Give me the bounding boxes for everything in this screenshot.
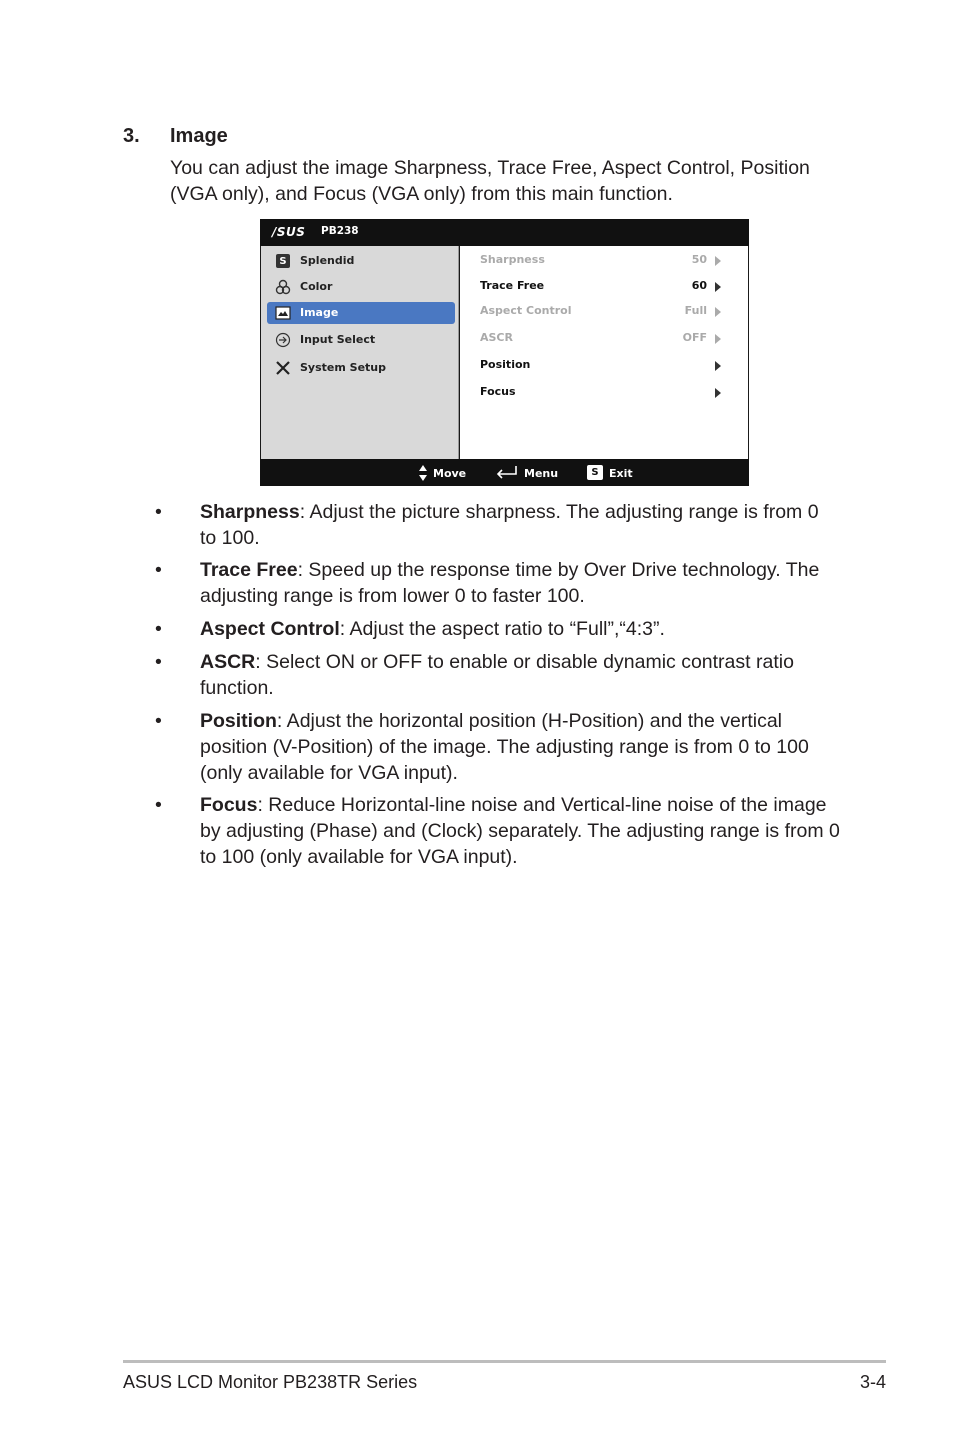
option-aspect-control[interactable]	[480, 304, 735, 322]
osd-footer	[260, 459, 749, 486]
osd-screenshot	[260, 219, 749, 486]
bullet-term: Sharpness	[200, 501, 300, 523]
osd-main-menu	[261, 246, 459, 459]
option-value: OFF	[682, 331, 707, 344]
menu-item-image[interactable]	[267, 302, 455, 324]
osd-model-name: PB238	[321, 225, 359, 237]
arrow-right-icon	[715, 334, 721, 344]
splendid-s-icon: S	[275, 253, 291, 269]
menu-item-splendid[interactable]	[267, 250, 455, 272]
option-position[interactable]	[480, 358, 735, 376]
menu-item-label: Image	[300, 306, 339, 319]
option-label: Position	[480, 358, 531, 371]
color-icon	[275, 279, 291, 295]
option-label: Focus	[480, 385, 516, 398]
arrow-right-icon	[715, 282, 721, 292]
bullet-term: Aspect Control	[200, 618, 340, 640]
option-focus[interactable]	[480, 385, 735, 403]
arrow-right-icon	[715, 388, 721, 398]
menu-item-label: Input Select	[300, 333, 376, 346]
osd-submenu	[460, 246, 748, 459]
bullet-icon: •	[155, 501, 162, 523]
menu-item-label: Color	[300, 280, 333, 293]
option-value: Full	[684, 304, 707, 317]
bullet-icon: •	[155, 651, 162, 673]
bullet-term: ASCR	[200, 651, 256, 673]
asus-logo: /SUS	[272, 225, 306, 239]
footer-move: Move	[433, 467, 467, 480]
menu-item-label: Splendid	[300, 254, 355, 267]
footer-divider	[123, 1360, 886, 1363]
bullet-term: Focus	[200, 794, 258, 816]
arrow-right-icon	[715, 361, 721, 371]
osd-header	[260, 219, 749, 246]
bullet-description: : Select ON or OFF to enable or disable dynamic contrast ratio function.	[200, 651, 794, 699]
bullet-description: : Adjust the aspect ratio to “Full”,“4:3”.	[339, 618, 665, 640]
menu-item-label: System Setup	[300, 361, 386, 374]
bullet-description: : Reduce Horizontal-line noise and Vertical-line noise of the image by adjusting (Phase) and (Clock) separately. The adjusting range is from 0 to 100 (only available for VGA input).	[200, 794, 840, 868]
bullet-icon: •	[155, 794, 162, 816]
system-setup-icon	[275, 360, 291, 376]
input-select-icon	[275, 332, 291, 348]
bullet-description: : Adjust the picture sharpness. The adjusting range is from 0 to 100.	[200, 501, 819, 549]
footer-exit: Exit	[609, 467, 633, 480]
menu-enter-icon	[494, 465, 518, 482]
bullet-description: : Adjust the horizontal position (H-Position) and the vertical position (V-Position) of the image. The adjusting range is from 0 to 100 (only available for VGA input).	[200, 710, 809, 784]
section-intro: You can adjust the image Sharpness, Trace Free, Aspect Control, Position (VGA only), and Focus (VGA only) from this main function.	[170, 157, 810, 205]
option-ascr[interactable]	[480, 331, 735, 349]
bullet-icon: •	[155, 710, 162, 732]
bullet-term: Position	[200, 710, 277, 732]
bullet-description: : Speed up the response time by Over Drive technology. The adjusting range is from lower 0 to faster 100.	[200, 559, 820, 607]
option-value: 50	[691, 253, 707, 266]
arrow-right-icon	[715, 307, 721, 317]
menu-item-input-select[interactable]	[267, 329, 455, 351]
page-number: 3-4	[859, 1372, 886, 1392]
bullet-icon: •	[155, 559, 162, 581]
option-label: Trace Free	[480, 279, 545, 292]
image-icon	[275, 305, 291, 321]
arrow-right-icon	[715, 256, 721, 266]
option-label: Aspect Control	[480, 304, 572, 317]
menu-item-color[interactable]	[267, 276, 455, 298]
footer-menu: Menu	[524, 467, 559, 480]
bullet-icon: •	[155, 618, 162, 640]
option-value: 60	[691, 279, 707, 292]
option-trace-free[interactable]	[480, 279, 735, 297]
option-label: ASCR	[480, 331, 513, 344]
bullet-term: Trace Free	[200, 559, 298, 581]
move-arrows-icon	[418, 465, 428, 484]
section-number: 3.	[123, 125, 140, 147]
option-sharpness[interactable]	[480, 253, 735, 271]
exit-key-icon: S	[587, 465, 603, 480]
option-label: Sharpness	[480, 253, 545, 266]
menu-item-system-setup[interactable]	[267, 357, 455, 379]
section-title: Image	[170, 125, 228, 147]
footer-title: ASUS LCD Monitor PB238TR Series	[123, 1372, 418, 1392]
